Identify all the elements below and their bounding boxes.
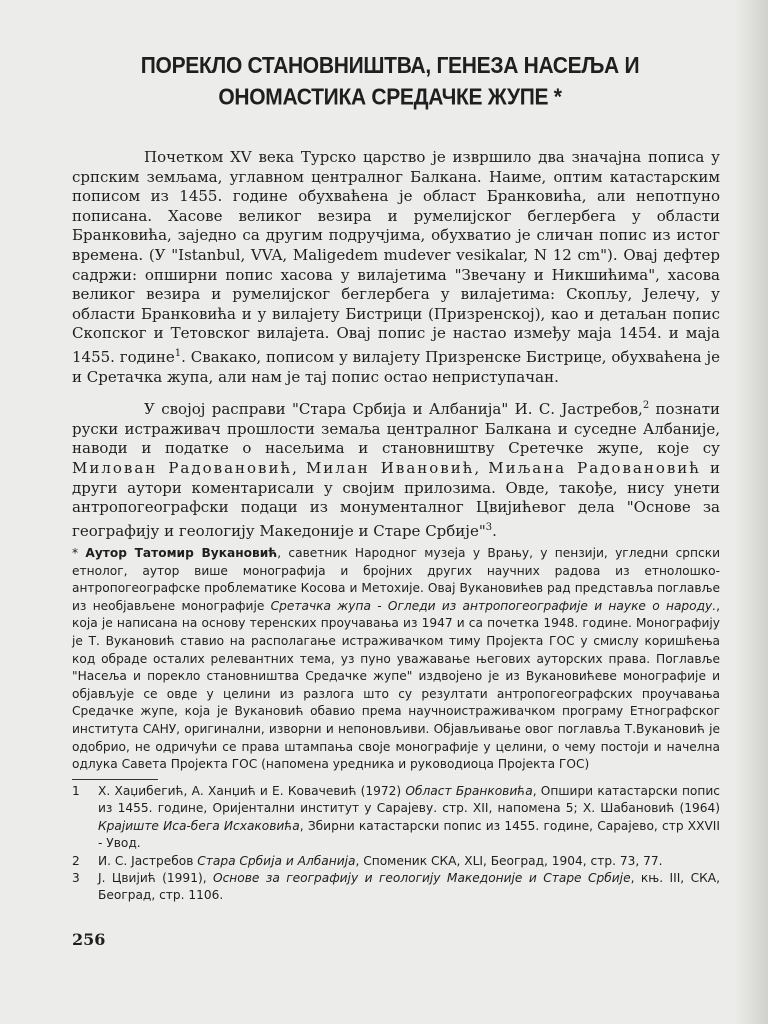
separator-2: , <box>474 458 489 477</box>
footnote-3 <box>72 870 720 905</box>
asterisk-mark: * <box>72 546 86 560</box>
author-note <box>72 545 720 774</box>
footnote-rule <box>72 779 158 780</box>
footnote-text-a: J. Цвијић (1991), <box>98 871 214 886</box>
footnote-text <box>98 853 720 870</box>
page-number: 256 <box>72 930 106 949</box>
author-name: Аутор Татомир Вукановић <box>85 546 278 560</box>
footnote-ref-1: 1 <box>174 347 182 359</box>
body-text <box>72 148 720 550</box>
paragraph-2 <box>72 396 720 541</box>
footnote-text-b: , Опшири катастарски попис из 1455. године, Оријентални институт у Сарајеву. стр. XII, напомена 5; Х. Шабановић (1964) <box>98 784 720 816</box>
footnote-text-a: Х. Хаџибегић, А. Ханџић и Е. Ковачевић (1972) <box>98 784 406 798</box>
footnote-number: 2 <box>72 853 80 868</box>
author-note-text-b: , која је написана на основу теренских проучавања из 1947 и са почетка 1948. године. Монографију је Т. Вукановић ставио на располагање истраживачком тиму Пројекта ГОС у смислу коришћења код обраде осталих релевантних тема, уз пуно уважавање његових ауторских права. Поглавље "Насеља и порекло становништва Средачке жупе" издвојено је из Вукановићеве монографије и објављује се овде у целини из разлога што су резултати антропогеографских проучавања Средачке жупе, која је Вукановић обавио према научноистраживачком програму Етнографског института САНУ, оригинални, изворни и непоновљиви. Објављивање овог поглавља Т.Вукановић је одобрио, не одричући се права штампања своје монографије у целини, о чему постоји и начелна одлука Савета Пројекта ГОС (напомена уредника и руководиоца Пројекта ГОС) <box>72 598 721 772</box>
footnote-text-a: И. С. Јастребов <box>98 853 198 868</box>
footnote-text <box>98 783 720 853</box>
footnote-ref-3: 3 <box>485 521 493 533</box>
footnote-number: 3 <box>72 871 80 886</box>
footnote-ref-2: 2 <box>642 400 650 412</box>
paragraph-1-end: . Свакако, пописом у вилајету Призренске Бистрице, обухваћена је и Сретачка жупа, али нам је тај попис остао неприступачан. <box>72 347 720 386</box>
paragraph-2-end: . <box>492 521 497 540</box>
author-name-2: Милан Ивановић <box>305 458 475 477</box>
author-note-text-a: , саветник Народног музеја у Врању, у пензији, угледни српски етнолог, аутор више монографија и бројних других научних радова из етнолошко-антропогеографске проблематике Косова и Метохије. Овај Вукановићев рад представља поглавље из необјављене монографије <box>72 546 720 613</box>
separator-1: , <box>292 458 306 477</box>
paragraph-1 <box>72 148 720 387</box>
footnote-italic-1: Основе за географију и геологију Македоније и Старе Србије <box>213 871 631 886</box>
footnote-italic-1: Стара Србија и Албанија <box>197 853 356 868</box>
page-edge-shadow <box>734 0 768 1024</box>
footnote-italic-2: Крајиште Иса-бега Исхаковића <box>98 818 300 833</box>
paragraph-1-text: Почетком XV века Турско царство је извршило два значајна пописа у српским земљама, углавном централног Балкана. Наиме, оптим катастарским пописом из 1455. године обухваћена је област Бранковића, али непотпуно пописана. Хасове великог везира и румелијског беглербега у области Бранковића, заједно са другим подручјима, обухватио је сличан попис из истог времена. (У "Istanbul, VVA, Maligedem mudever vesikalar, N 12 cm"). Овај дефтер садржи: опширни попис хасова у вилајетима "Звечану и Никшићима", хасова великог везира и румелијског беглербега у вилајетима: Скопљу, Јелечу, у области Бранковића и у вилајету Бистрици (Призренској), као и детаљан попис Скопског и Тетовског вилајета. Овај попис је настао између маја 1454. и маја 1455. године <box>72 148 720 366</box>
paragraph-2-text-e: и други аутори коментарисали у својим прилозима. Овде, такође, нису унети антропогеографски подаци из монументалног Цвијићевог дела "Основе за географију и геологију Македоније и Старе Србије" <box>72 458 720 540</box>
author-name-1: Милован Радовановић <box>72 458 293 477</box>
footnote-text-b: , Споменик СКА, XLI, Београд, 1904, стр. 73, 77. <box>355 853 663 868</box>
chapter-title <box>110 51 670 114</box>
author-name-3: Миљана Радовановић <box>488 458 701 477</box>
paragraph-2-text-b: познати руски истраживач прошлости земаља централног Балкана и суседне Албаније, наводи и податке о насељима и становништву Сретечке жупе, које су <box>72 400 720 458</box>
footnote-2 <box>72 853 720 870</box>
footnote-text-c: , Збирни катастарски попис из 1455. године, Сарајево, стр XXVII - Увод. <box>98 818 720 851</box>
footnote-text <box>98 870 720 905</box>
title-line-2: ОНОМАСТИКА СРЕДАЧКЕ ЖУПЕ * <box>218 84 562 110</box>
footnote-italic-1: Област Бранковића <box>405 784 533 798</box>
footnote-number: 1 <box>72 784 80 798</box>
footnotes <box>72 783 720 905</box>
monograph-title: Сретачка жупа - Огледи из антропогеографије и науке о народу. <box>270 598 717 613</box>
footnote-text-b: , књ. III, СКА, Београд, стр. 1106. <box>98 871 720 903</box>
paragraph-2-text-a: У својој расправи "Стара Србија и Албанија" И. С. Јастребов, <box>144 400 643 419</box>
title-line-1: ПОРЕКЛО СТАНОВНИШТВА, ГЕНЕЗА НАСЕЉА И <box>140 52 640 79</box>
footnote-1 <box>72 783 720 853</box>
